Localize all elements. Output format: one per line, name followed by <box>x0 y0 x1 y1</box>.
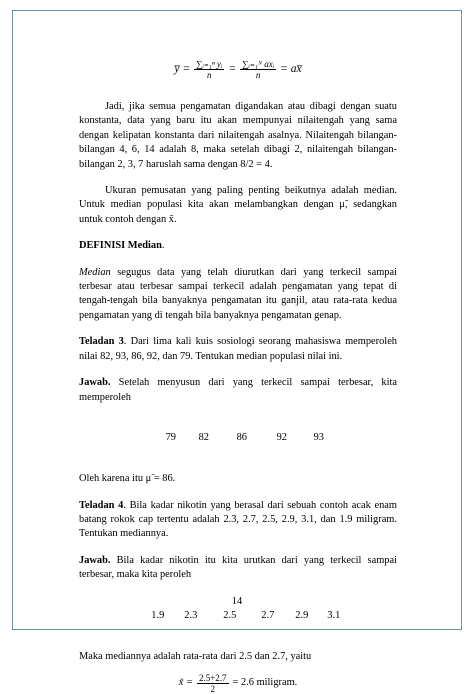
definition-term: Median <box>79 266 111 278</box>
value-item: 2.7 <box>261 609 275 621</box>
example-4-text: . Bila kadar nikotin yang berasal dari sebuah contoh acak enam batang rokok cap tertentu adalah 2.3, 2.7, 2.5, 2.9, 3.1, dan 1.9 miligram. Tentukan mediannya. <box>79 499 397 540</box>
median-fraction <box>197 673 229 694</box>
fraction-denominator: n <box>206 70 212 80</box>
example-3-label: Teladan 3 <box>79 336 124 348</box>
paragraph-median-intro: Ukuran pemusatan yang paling penting beikutnya adalah median. Untuk median populasi kita akan melambangkan dengan μ̃, sedangkan untuk contoh dengan x̃. <box>79 185 397 225</box>
value-item: 79 <box>165 432 176 444</box>
definition-text: segugus data yang telah diurutkan dari yang terkecil sampai terbesar atau terbesar sampai terkecil adalah pengamatan yang tepat di tengah-tengah bila banyaknya pengamatan itu ganjil, atau rata-rata kedua pengamatan yang di tengah bila banyaknya pengamatan genap. <box>79 266 397 321</box>
median-eq-lhs: x̃ = <box>178 677 193 689</box>
page-number: 14 <box>231 596 243 607</box>
result-4: Maka mediannya adalah rata-rata dari 2.5 dan 2.7, yaitu <box>79 650 312 662</box>
paragraph-mean-scaling: Jadi, jika semua pengamatan digandakan atau dibagi dengan suatu konstanta, data yang baru itu akan mempunyai nilaitengah yang sama dengan kelipatan konstanta dari nilaitengah asalnya. Nilaitengah bilangan-bilangan 4, 6, 14 adalah 8, maka setelah dibagi 2, nilaitengah bilangan-bilangan 2, 3, 7 haruslah sama dengan 8/2 = 4. <box>79 101 397 170</box>
answer-4 <box>79 554 397 583</box>
document-page <box>12 10 462 694</box>
fraction-denominator: 2 <box>210 684 215 694</box>
equation-rhs: = ax̅ <box>280 63 302 76</box>
value-item: 92 <box>276 432 287 444</box>
equals-sign: = <box>228 63 237 76</box>
fraction-numerator: 2.5+2.7 <box>198 673 227 684</box>
value-item: 2.9 <box>295 609 309 621</box>
median-eq-rhs: = 2.6 miligram. <box>232 677 298 689</box>
result-3: Oleh karena itu μ̃ = 86. <box>79 473 176 485</box>
answer-3-label: Jawab. <box>79 377 111 389</box>
example-4-label: Teladan 4 <box>79 499 124 511</box>
example-3 <box>79 335 397 364</box>
fraction-sum-y <box>194 59 224 80</box>
fraction-denominator: n <box>255 70 261 80</box>
definition-heading-text: DEFINISI Median <box>79 240 162 252</box>
mean-scaling-equation <box>79 59 397 91</box>
answer-4-label: Jawab. <box>79 554 111 566</box>
sorted-values-3 <box>79 417 397 460</box>
definition-paragraph <box>79 266 397 324</box>
value-item: 82 <box>198 432 209 444</box>
value-item: 86 <box>236 432 247 444</box>
example-3-text: . Dari lima kali kuis sosiologi seorang mahasiswa memperoleh nilai 82, 93, 86, 92, dan 79. Tentukan median populasi nilai ini. <box>79 336 397 362</box>
value-item: 3.1 <box>327 609 341 621</box>
answer-3 <box>79 376 397 405</box>
fraction-sum-ax <box>240 59 276 80</box>
median-equation <box>79 673 397 694</box>
definition-heading <box>79 239 397 253</box>
answer-3-text: Setelah menyusun dari yang terkecil sampai terbesar, kita memperoleh <box>79 377 397 403</box>
example-4 <box>79 499 397 542</box>
value-item: 2.3 <box>184 609 198 621</box>
definition-heading-dot: . <box>161 240 165 252</box>
fraction-numerator: ∑ᵢ₌₁ᴺ axᵢ <box>242 59 275 69</box>
value-item: 93 <box>313 432 324 444</box>
fraction-numerator: ∑ᵢ₌₁ⁿ yᵢ <box>196 59 223 69</box>
value-item: 2.5 <box>223 609 237 621</box>
value-item: 1.9 <box>151 609 165 621</box>
answer-4-text: Bila kadar nikotin itu kita urutkan dari yang terkecil sampai terbesar, maka kita peroleh <box>79 554 397 581</box>
equation-lhs: y̅ = <box>174 63 191 76</box>
